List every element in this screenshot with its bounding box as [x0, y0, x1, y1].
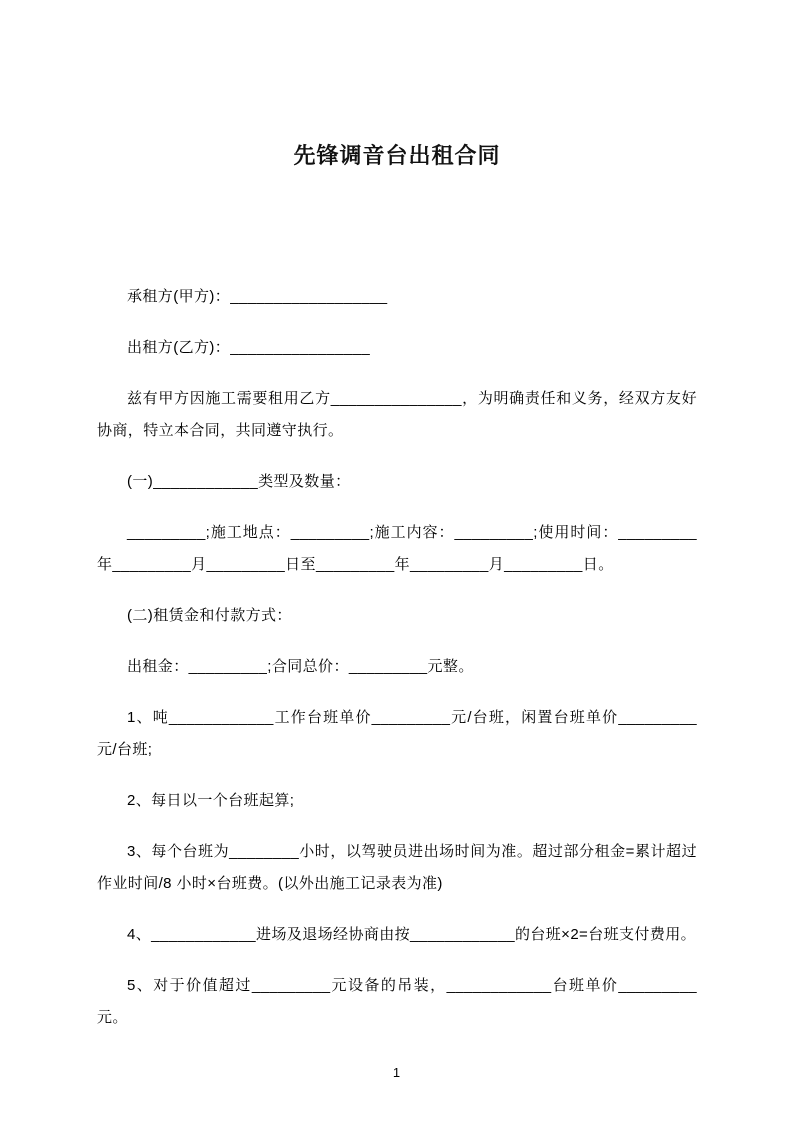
list-item-2: 2、每日以一个台班起算;: [127, 792, 295, 809]
paragraph-lessee: 承租方(甲方)：__________________: [127, 288, 388, 305]
list-item-1: 1、吨____________工作台班单价_________元/台班，闲置台班单价_________元/台班;: [97, 709, 697, 758]
clause-2-heading: (二)租赁金和付款方式：: [127, 607, 292, 624]
document-body: [97, 281, 697, 1034]
list-item-3: 3、每个台班为________小时，以驾驶员进出场时间为准。超过部分租金=累计超过作业时间/8 小时×台班费。(以外出施工记录表为准): [97, 843, 697, 892]
clause-1-details: _________;施工地点：_________;施工内容：_________;使用时间：_________年_________月_________日至_________年_________月_________日。: [97, 524, 697, 573]
list-item-4: 4、____________进场及退场经协商由按____________的台班×2=台班支付费用。: [127, 926, 697, 943]
page-number: 1: [392, 1065, 401, 1080]
paragraph-lessor: 出租方(乙方)：________________: [127, 339, 371, 356]
clause-2-price: 出租金：_________;合同总价：_________元整。: [127, 658, 474, 675]
list-item-5: 5、对于价值超过_________元设备的吊装，____________台班单价_________元。: [97, 977, 697, 1026]
clause-1-heading: (一)____________类型及数量：: [127, 473, 351, 490]
paragraph-intro: 兹有甲方因施工需要租用乙方_______________，为明确责任和义务，经双方友好协商，特立本合同，共同遵守执行。: [97, 390, 697, 439]
document-title: 先锋调音台出租合同: [293, 143, 501, 168]
